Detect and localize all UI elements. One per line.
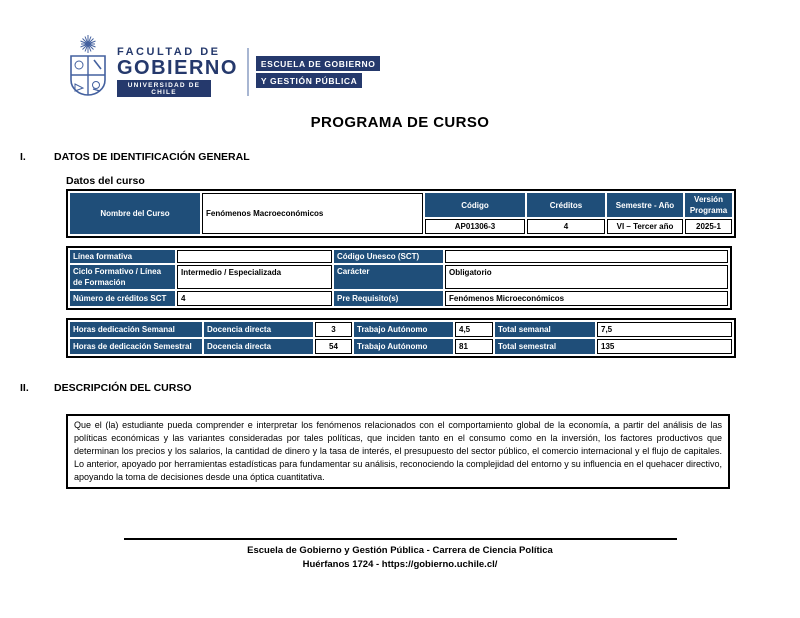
faculty-wordmark xyxy=(117,34,238,97)
total-value: 135 xyxy=(597,339,732,354)
logo-divider xyxy=(247,48,249,96)
school-badge xyxy=(256,34,381,90)
page-title: PROGRAMA DE CURSO xyxy=(310,114,490,131)
total-label: Total semanal xyxy=(495,322,595,337)
creditos-header: Créditos xyxy=(527,193,605,217)
section-1-title: DATOS DE IDENTIFICACIÓN GENERAL xyxy=(54,151,250,163)
table-row-label: Horas dedicación Semanal xyxy=(70,322,202,337)
trabajo-value: 4,5 xyxy=(455,322,493,337)
section-heading-2 xyxy=(20,382,800,394)
semestre-header: Semestre - Año xyxy=(607,193,683,217)
total-value: 7,5 xyxy=(597,322,732,337)
course-description-box: Que el (la) estudiante pueda comprender e interpretar los fenómenos relacionados con el comportamiento global de la economía, a partir del análisis de las políticas económicas y las variantes consideradas por tales políticas, que inciden tanto en el consumo como en la inversión, los factores productivos que determinan los precios y los salarios, la cantidad de dinero y la tasa de interés, el presupuesto del sector público, el comercio internacional y el flujo de capitales. Lo anterior, apoyado por herramientas estadísticas para fundamentar su análisis, reconociendo la complejidad del entorno y su influencia en el quehacer directivo, apoyando la toma de decisiones desde una óptica cuantitativa. xyxy=(66,414,730,489)
docencia-value: 3 xyxy=(315,322,352,337)
docencia-label: Docencia directa xyxy=(204,322,313,337)
docencia-label: Docencia directa xyxy=(204,339,313,354)
course-info-table xyxy=(66,246,732,310)
table-row-value: 4 xyxy=(177,291,332,306)
table-row-value xyxy=(445,250,728,263)
trabajo-label: Trabajo Autónomo xyxy=(354,322,453,337)
datos-curso-caption: Datos del curso xyxy=(66,175,145,187)
table-row-label: Horas de dedicación Semestral xyxy=(70,339,202,354)
course-id-table xyxy=(66,189,736,238)
table-row-label: Ciclo Formativo / Línea de Formación xyxy=(70,265,175,289)
section-heading-1 xyxy=(20,151,800,163)
footer-divider xyxy=(124,538,677,540)
footer-address-line: Huérfanos 1724 - https://gobierno.uchile.cl/ xyxy=(302,559,498,570)
section-1-numeral: I. xyxy=(20,151,26,163)
table-row-value xyxy=(177,250,332,263)
trabajo-label: Trabajo Autónomo xyxy=(354,339,453,354)
table-row-label: Carácter xyxy=(334,265,443,289)
page-footer xyxy=(0,538,800,572)
version-header: Versión Programa xyxy=(685,193,732,217)
hours-table xyxy=(66,318,736,358)
table-row-label: Línea formativa xyxy=(70,250,175,263)
faculty-name-line1: FACULTAD DE xyxy=(117,46,221,58)
university-name-bar: UNIVERSIDAD DE CHILE xyxy=(117,80,211,97)
trabajo-value: 81 xyxy=(455,339,493,354)
header-logo-row xyxy=(66,34,800,100)
school-badge-line2: Y GESTIÓN PÚBLICA xyxy=(256,73,362,88)
faculty-name-line2: GOBIERNO xyxy=(117,57,238,79)
table-row-label: Número de créditos SCT xyxy=(70,291,175,306)
table-row-label: Código Unesco (SCT) xyxy=(334,250,443,263)
table-row-value: Obligatorio xyxy=(445,265,728,289)
nombre-curso-label: Nombre del Curso xyxy=(70,193,200,234)
codigo-header: Código xyxy=(425,193,525,217)
school-badge-line1: ESCUELA DE GOBIERNO xyxy=(256,56,381,71)
version-value: 2025-1 xyxy=(685,219,732,234)
codigo-value: AP01306-3 xyxy=(425,219,525,234)
nombre-curso-value: Fenómenos Macroeconómicos xyxy=(202,193,423,234)
table-row-value: Intermedio / Especializada xyxy=(177,265,332,289)
docencia-value: 54 xyxy=(315,339,352,354)
section-2-numeral: II. xyxy=(20,382,29,394)
table-row-label: Pre Requisito(s) xyxy=(334,291,443,306)
section-2-title: DESCRIPCIÓN DEL CURSO xyxy=(54,382,192,394)
creditos-value: 4 xyxy=(527,219,605,234)
footer-school-line: Escuela de Gobierno y Gestión Pública - Carrera de Ciencia Política xyxy=(247,545,553,556)
total-label: Total semestral xyxy=(495,339,595,354)
semestre-value: VI – Tercer año xyxy=(607,219,683,234)
table-row-value: Fenómenos Microeconómicos xyxy=(445,291,728,306)
uchile-crest-icon xyxy=(66,34,110,98)
